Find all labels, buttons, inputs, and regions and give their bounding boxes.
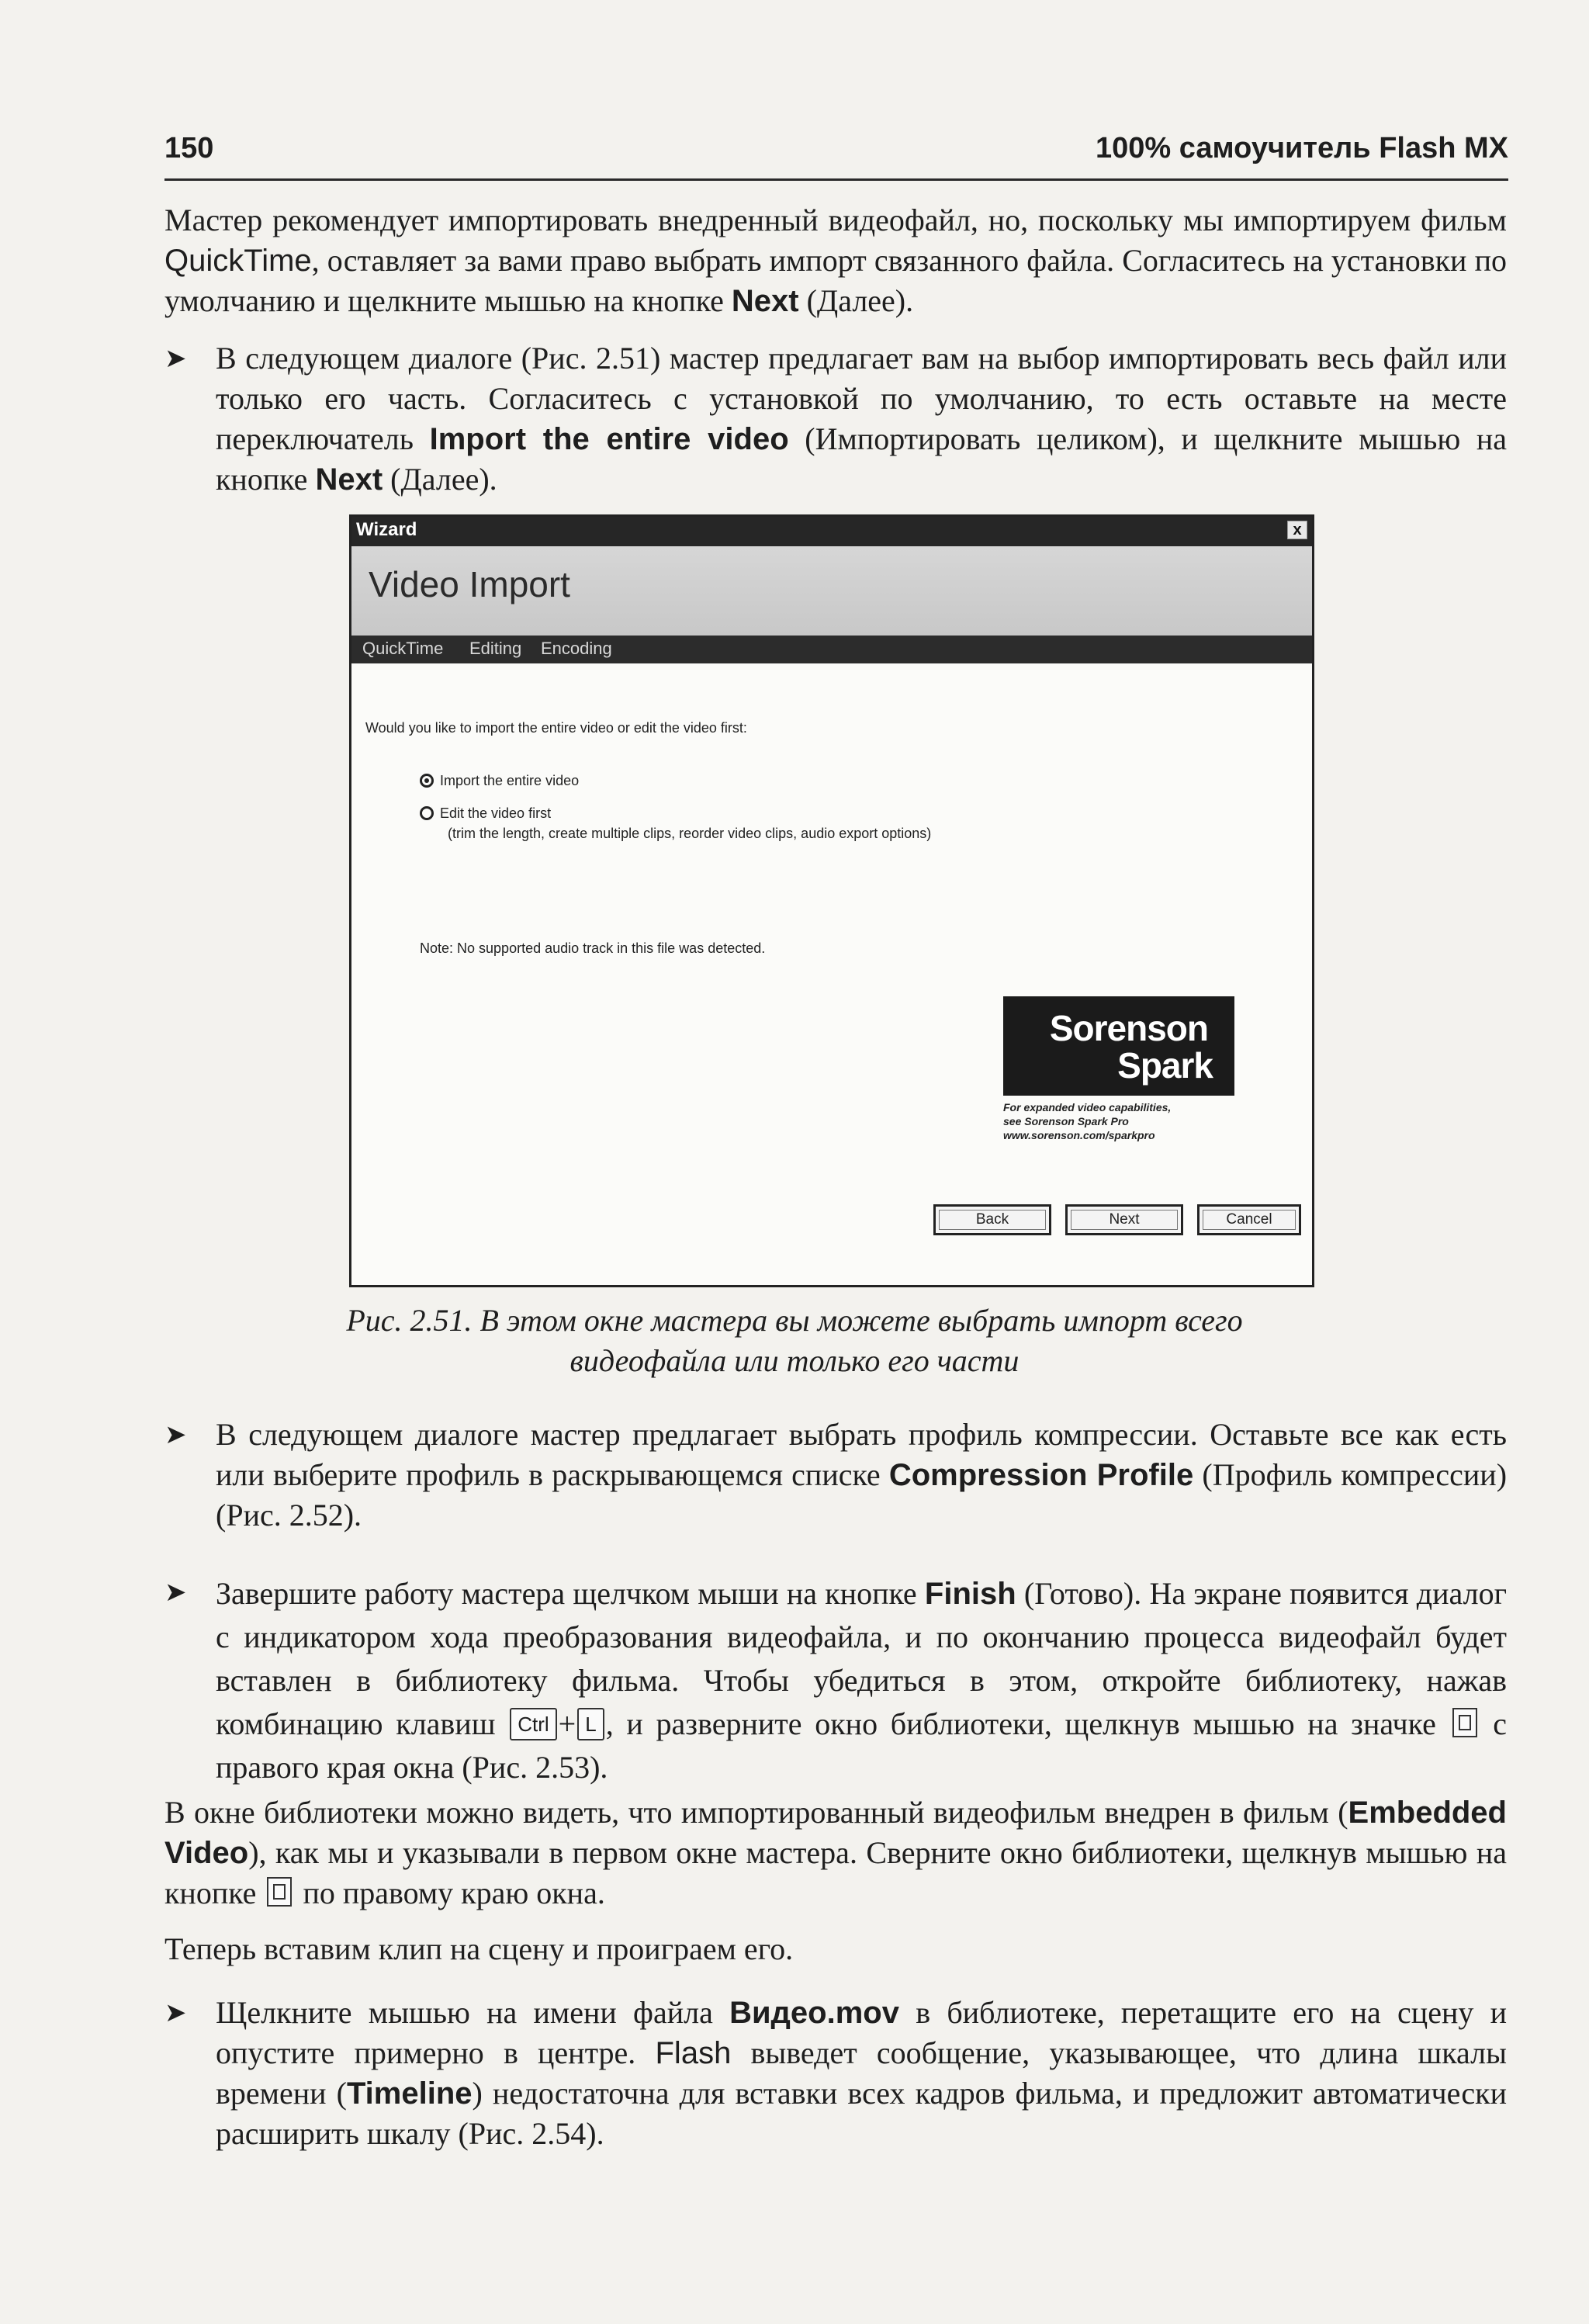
term-quicktime: QuickTime xyxy=(164,244,312,278)
clip-paragraph xyxy=(164,1929,1507,1969)
term-embedded-video: Embedded Video xyxy=(164,1796,1507,1870)
term-import-entire-video: Import the entire video xyxy=(429,422,789,456)
sorenson-spark-logo xyxy=(1003,996,1234,1096)
bullet-text xyxy=(216,1572,1507,1789)
dialog-window-title: Wizard xyxy=(356,519,417,540)
collapse-library-icon xyxy=(267,1877,292,1907)
term-next: Next xyxy=(315,462,383,497)
bullet4-text: Щелкните мышью на имени файла xyxy=(216,1995,730,2030)
bullet2-text-2: (Профиль компрессии) (Рис. 2.52). xyxy=(216,1457,1508,1533)
promo-line-1: For expanded video capabilities, xyxy=(1003,1101,1172,1114)
step-encoding: Encoding xyxy=(541,639,612,658)
para2-text-3: по правому краю окна. xyxy=(295,1875,605,1910)
bullet4-text-3: выведет сообщение, указывающее, что длина шкалы времени ( xyxy=(216,2035,1507,2111)
close-icon: x xyxy=(1293,521,1302,539)
bullet3-text-4: с правого края окна (Рис. 2.53). xyxy=(216,1706,1507,1785)
wizard-header xyxy=(351,546,1312,636)
term-compression-profile: Compression Profile xyxy=(888,1458,1194,1492)
radio-import-entire[interactable] xyxy=(420,774,434,788)
step-editing: Editing xyxy=(469,639,522,658)
bullet1-text-2: (Импортировать целиком), и щелкните мышью на кнопке xyxy=(216,421,1508,497)
expand-library-icon xyxy=(1452,1708,1477,1737)
audio-note: Note: No supported audio track in this file was detected. xyxy=(420,940,766,956)
promo-line-2: see Sorenson Spark Pro xyxy=(1003,1115,1129,1127)
promo-link[interactable]: www.sorenson.com/sparkpro xyxy=(1003,1129,1155,1141)
running-header xyxy=(164,132,1508,181)
bullet-arrow-icon: ➤ xyxy=(164,343,187,374)
wizard-dialog xyxy=(349,514,1314,1287)
close-button[interactable] xyxy=(1287,521,1307,539)
option-edit-first-label[interactable]: Edit the video first xyxy=(440,805,552,821)
key-ctrl: Ctrl xyxy=(510,1708,556,1740)
logo-sorenson: Sorenson xyxy=(1049,1008,1208,1048)
intro-text-2: , оставляет за вами право выбрать импорт связанного файла. Согласитесь на установки по умолчанию и щелкните мышью на кнопке xyxy=(164,243,1507,318)
term-video-file: Видео.mov xyxy=(729,1996,899,2030)
book-title: 100% самоучитель Flash MX xyxy=(1096,132,1508,165)
dialog-titlebar[interactable] xyxy=(351,517,1312,546)
intro-paragraph xyxy=(164,200,1507,321)
bullet4-text-2: в библиотеке, перетащите его на сцену и опустите примерно в центре. xyxy=(216,1995,1507,2070)
term-next: Next xyxy=(731,284,799,318)
bullet1-text: В следующем диалоге (Рис. 2.51) мастер предлагает вам на выбор импортировать весь файл или только его часть. Согласитесь с установкой по умолчанию, то есть оставьте на месте переключатель xyxy=(216,341,1507,456)
radio-edit-first[interactable] xyxy=(420,806,434,820)
para2-text: В окне библиотеки можно видеть, что импортированный видеофильм внедрен в фильм ( xyxy=(164,1795,1348,1830)
bullet-text xyxy=(216,338,1507,500)
next-button[interactable]: Next xyxy=(1065,1204,1183,1235)
import-question: Would you like to import the entire video or edit the video first: xyxy=(365,720,747,736)
intro-text-3: (Далее). xyxy=(798,283,914,318)
wizard-steps xyxy=(351,636,1312,663)
edit-option-hint: (trim the length, create multiple clips, reorder video clips, audio export options) xyxy=(448,826,932,841)
term-flash: Flash xyxy=(655,2036,732,2070)
option-import-entire-label[interactable]: Import the entire video xyxy=(440,773,580,788)
term-timeline: Timeline xyxy=(346,2076,473,2111)
bullet-arrow-icon: ➤ xyxy=(164,1997,187,2028)
logo-spark: Spark xyxy=(1117,1045,1213,1086)
para3-text: Теперь вставим клип на сцену и проиграем его. xyxy=(164,1931,794,1966)
bullet-text xyxy=(216,1415,1507,1536)
bullet-arrow-icon: ➤ xyxy=(164,1419,187,1450)
bullet3-text-2: (Готово). На экране появится диалог с индикатором хода преобразования видеофайла, и по окончанию процесса видеофайл будет вставлен в библиотеку фильма. Чтобы убедиться в этом, откройте библиотеку, нажав комбинацию клавиш xyxy=(216,1576,1507,1741)
bullet-text xyxy=(216,1993,1507,2154)
step-quicktime: QuickTime xyxy=(362,639,444,658)
caption-line-1: Рис. 2.51. В этом окне мастера вы можете выбрать импорт всего xyxy=(346,1303,1243,1338)
bullet2-text: В следующем диалоге мастер предлагает выбрать профиль компрессии. Оставьте все как есть или выберите профиль в раскрывающемся списке xyxy=(216,1417,1507,1492)
figure-caption xyxy=(233,1301,1356,1381)
term-finish: Finish xyxy=(924,1577,1016,1611)
bullet-arrow-icon: ➤ xyxy=(164,1577,187,1608)
bullet1-text-3: (Далее). xyxy=(383,462,497,497)
key-plus: + xyxy=(558,1706,576,1741)
cancel-button[interactable]: Cancel xyxy=(1197,1204,1301,1235)
bullet3-text: Завершите работу мастера щелчком мыши на кнопке xyxy=(216,1576,925,1611)
intro-text: Мастер рекомендует импортировать внедренный видеофайл, но, поскольку мы импортируем фильм xyxy=(164,203,1507,237)
back-button[interactable]: Back xyxy=(933,1204,1051,1235)
wizard-title: Video Import xyxy=(369,564,570,604)
key-l: L xyxy=(577,1708,604,1740)
bullet4-text-4: ) недостаточна для вставки всех кадров фильма, и предложит автоматически расширить шкалу (Рис. 2.54). xyxy=(216,2076,1507,2151)
page-number: 150 xyxy=(164,132,214,165)
caption-line-2: видеофайла или только его части xyxy=(569,1343,1020,1378)
para2-text-2: ), как мы и указывали в первом окне мастера. Сверните окно библиотеки, щелкнув мышью на кнопке xyxy=(164,1835,1507,1910)
bullet3-text-3: , и разверните окно библиотеки, щелкнув мышью на значке xyxy=(605,1706,1449,1741)
library-paragraph xyxy=(164,1792,1507,1914)
